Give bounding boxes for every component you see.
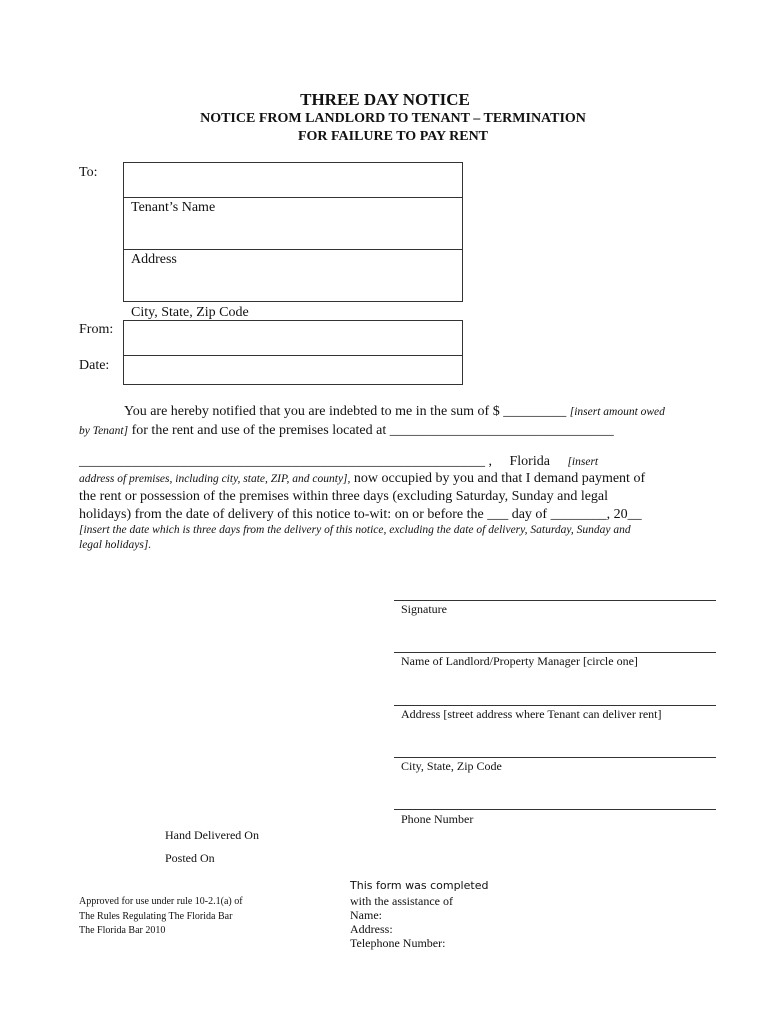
assist-address-label: Address: — [350, 922, 393, 936]
to-label: To: — [79, 165, 98, 180]
date-field[interactable] — [123, 355, 463, 385]
landlord-city-label: City, State, Zip Code — [401, 759, 502, 773]
signature-line[interactable] — [394, 600, 716, 601]
premises-blank: __________________________________________________________ , — [79, 454, 492, 469]
body-line-2: for the rent and use of the premises located at ________________________________ — [131, 423, 614, 438]
landlord-address-label: Address [street address where Tenant can deliver rent] — [401, 707, 662, 721]
assist-line-1: This form was completed — [350, 879, 489, 892]
tenant-name-label: Tenant’s Name — [131, 200, 216, 215]
from-label: From: — [79, 322, 114, 337]
body-line-1: You are hereby notified that you are indebted to me in the sum of $ _________ — [124, 404, 567, 419]
hand-delivered-label: Hand Delivered On — [165, 828, 259, 842]
florida-text: Florida — [509, 454, 550, 469]
body-note-holidays: legal holidays]. — [79, 539, 152, 551]
body-note-insert: [insert — [567, 456, 599, 468]
body-line-3: now occupied by you and that I demand payment of — [353, 471, 646, 486]
page-title: THREE DAY NOTICE — [300, 90, 470, 109]
date-label: Date: — [79, 358, 110, 373]
landlord-name-line[interactable] — [394, 652, 716, 653]
approved-line-2: The Rules Regulating The Florida Bar — [79, 911, 233, 922]
body-note-tenant: by Tenant] — [79, 425, 129, 437]
assist-line-2: with the assistance of — [350, 894, 453, 908]
address-label: Address — [131, 252, 177, 267]
approved-line-1: Approved for use under rule 10-2.1(a) of — [79, 896, 243, 907]
to-field[interactable] — [123, 162, 463, 198]
approved-line-3: The Florida Bar 2010 — [79, 925, 166, 936]
assist-phone-label: Telephone Number: — [350, 936, 446, 950]
from-field[interactable] — [123, 320, 463, 356]
subtitle-line-1: NOTICE FROM LANDLORD TO TENANT – TERMINATION — [200, 111, 586, 126]
signature-label: Signature — [401, 602, 447, 616]
body-note-date: [insert the date which is three days from the delivery of this notice, excluding the date of delivery, Saturday, Sunday and — [79, 524, 631, 536]
landlord-name-label: Name of Landlord/Property Manager [circle one] — [401, 654, 638, 668]
landlord-city-line[interactable] — [394, 757, 716, 758]
body-line-4: the rent or possession of the premises within three days (excluding Saturday, Sunday and legal — [79, 489, 609, 504]
posted-on-label: Posted On — [165, 851, 215, 865]
subtitle-line-2: FOR FAILURE TO PAY RENT — [297, 129, 489, 144]
phone-line[interactable] — [394, 809, 716, 810]
landlord-address-line[interactable] — [394, 705, 716, 706]
body-note-address: address of premises, including city, state, ZIP, and county], — [79, 473, 351, 485]
body-line-5: holidays) from the date of delivery of this notice to-wit: on or before the ___ day of ________, 20__ — [79, 507, 642, 522]
phone-label: Phone Number — [401, 812, 474, 826]
assist-name-label: Name: — [350, 908, 382, 922]
city-state-zip-label: City, State, Zip Code — [131, 305, 249, 320]
body-note-amount: [insert amount owed — [569, 406, 665, 418]
